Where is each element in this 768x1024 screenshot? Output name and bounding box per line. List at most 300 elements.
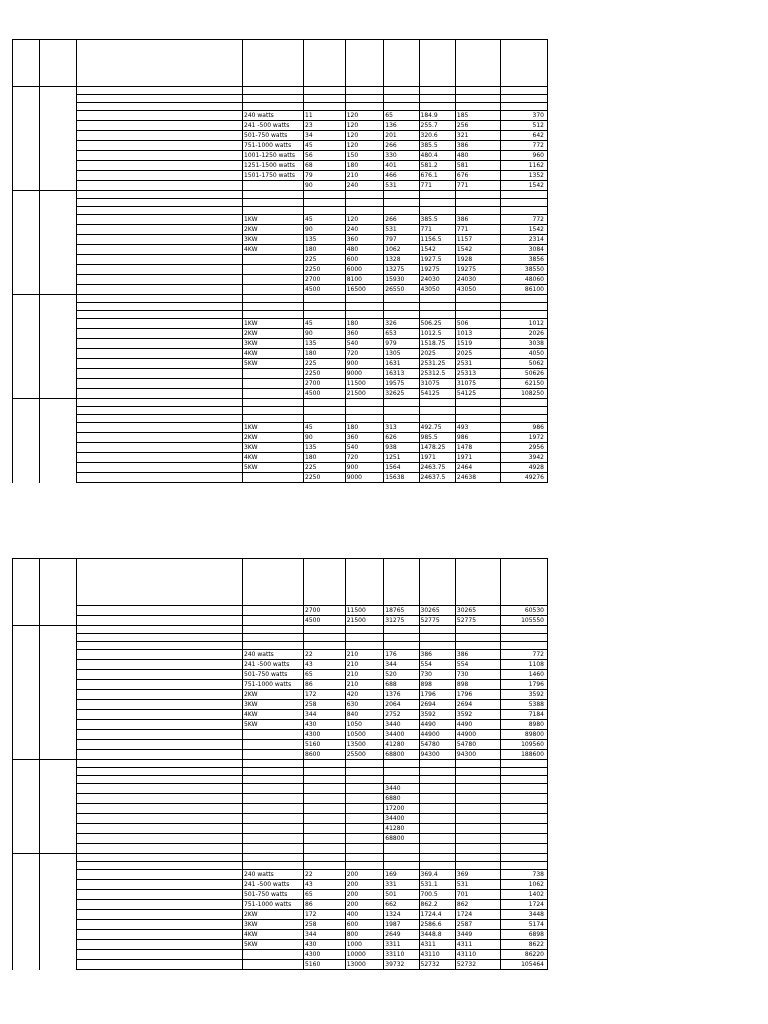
table-row [13,141,548,151]
cell [455,862,500,870]
cell [345,844,384,854]
value-cell: 266 [384,141,419,151]
value-cell: 385.5 [419,141,455,151]
cell [39,295,76,303]
value-cell: 2700 [304,606,346,616]
value-cell: 700.5 [419,890,455,900]
cell [304,40,346,87]
cell [39,131,76,141]
value-cell: 62150 [500,379,547,389]
value-cell: 86 [304,680,346,690]
cell [384,559,419,606]
cell [77,245,243,255]
value-cell: 25500 [345,750,384,760]
cell [345,854,384,862]
value-cell: 1013 [455,329,500,339]
value-cell: 600 [345,255,384,265]
cell [77,295,243,303]
cell [304,559,346,606]
value-cell: 2531 [455,359,500,369]
value-cell: 258 [304,920,346,930]
cell [304,199,346,207]
cell [455,634,500,642]
cell [13,215,40,225]
value-cell: 25312.5 [419,369,455,379]
cell [39,870,76,880]
value-cell: 65 [384,111,419,121]
cell [500,191,547,199]
value-cell: 200 [345,900,384,910]
value-cell: 105464 [500,960,547,970]
cell [13,784,40,794]
rating-cell: 1KW [243,319,304,329]
rating-cell: 751-1000 watts [243,680,304,690]
value-cell: 180 [304,349,346,359]
value-cell: 41280 [384,824,419,834]
separator-row [13,191,548,199]
cell [13,311,40,319]
value-cell: 1156.5 [419,235,455,245]
cell [77,768,243,776]
rating-cell [243,389,304,399]
cell [77,634,243,642]
cell [77,784,243,794]
cell [419,87,455,95]
value-cell: 512 [500,121,547,131]
cell [419,768,455,776]
cell [39,730,76,740]
cell [39,940,76,950]
cell [39,606,76,616]
cell [39,814,76,824]
value-cell: 386 [455,650,500,660]
cell [13,295,40,303]
cell [39,559,76,606]
value-cell: 10000 [345,950,384,960]
cell [13,690,40,700]
value-cell: 4311 [455,940,500,950]
cell [77,920,243,930]
cell [77,40,243,87]
value-cell: 43050 [455,285,500,295]
value-cell: 4050 [500,349,547,359]
cell [243,199,304,207]
separator-row [13,87,548,95]
value-cell: 169 [384,870,419,880]
rating-cell: 2KW [243,225,304,235]
cell [13,399,40,407]
cell [243,295,304,303]
cell [419,862,455,870]
cell [384,844,419,854]
cell [13,710,40,720]
separator-row [13,303,548,311]
cell [77,349,243,359]
rating-cell: 240 watts [243,870,304,880]
cell [13,559,40,606]
cell [419,760,455,768]
value-cell: 210 [345,650,384,660]
cell [243,634,304,642]
cell [500,295,547,303]
value-cell: 18765 [384,606,419,616]
value-cell: 1542 [500,181,547,191]
cell [77,285,243,295]
cell [13,950,40,960]
rating-cell: 2KW [243,690,304,700]
cell [39,634,76,642]
separator-row [13,95,548,103]
value-cell: 185 [455,111,500,121]
value-cell: 581.2 [419,161,455,171]
table-row [13,285,548,295]
cell [345,862,384,870]
value-cell: 45 [304,319,346,329]
cell [77,900,243,910]
cell [384,862,419,870]
value-cell: 172 [304,690,346,700]
rating-cell: 2KW [243,329,304,339]
table-row [13,121,548,131]
cell [500,303,547,311]
value-cell: 94300 [419,750,455,760]
table-row [13,700,548,710]
value-cell: 41280 [384,740,419,750]
cell [243,311,304,319]
value-cell: 2250 [304,369,346,379]
value-cell: 985.5 [419,433,455,443]
cell [77,151,243,161]
cell [39,920,76,930]
value-cell: 43110 [419,950,455,960]
cell [77,379,243,389]
value-cell: 430 [304,720,346,730]
cell [345,776,384,784]
value-cell: 4490 [455,720,500,730]
table-row [13,910,548,920]
cell [384,103,419,111]
cell [455,103,500,111]
value-cell: 730 [419,670,455,680]
value-cell: 49276 [500,473,547,483]
value-cell: 90 [304,181,346,191]
cell [419,642,455,650]
cell [39,768,76,776]
cell [345,191,384,199]
cell [13,359,40,369]
cell [304,295,346,303]
cell [77,730,243,740]
cell [345,634,384,642]
cell [500,834,547,844]
value-cell: 54125 [455,389,500,399]
separator-row [13,760,548,768]
cell [13,111,40,121]
value-cell: 21500 [345,616,384,626]
value-cell: 4500 [304,285,346,295]
cell [77,199,243,207]
cell [500,854,547,862]
value-cell: 3592 [455,710,500,720]
rating-cell: 240 watts [243,111,304,121]
cell [13,720,40,730]
value-cell: 43 [304,880,346,890]
cell [13,453,40,463]
value-cell: 180 [345,319,384,329]
value-cell: 1724.4 [419,910,455,920]
value-cell: 4300 [304,950,346,960]
value-cell: 1012.5 [419,329,455,339]
value-cell: 90 [304,329,346,339]
cell [345,834,384,844]
value-cell: 255.7 [419,121,455,131]
value-cell: 642 [500,131,547,141]
cell [345,768,384,776]
value-cell: 1108 [500,660,547,670]
cell [500,207,547,215]
rating-cell: 1501-1750 watts [243,171,304,181]
value-cell: 540 [345,443,384,453]
value-cell: 150 [345,151,384,161]
cell [39,642,76,650]
value-cell: 3084 [500,245,547,255]
table-row [13,235,548,245]
cell [39,423,76,433]
blank-row [13,311,548,319]
value-cell: 2026 [500,329,547,339]
cell [39,690,76,700]
value-cell: 9000 [345,369,384,379]
value-cell: 3038 [500,339,547,349]
cell [77,473,243,483]
cell [13,303,40,311]
value-cell: 313 [384,423,419,433]
rating-cell: 1251-1500 watts [243,161,304,171]
cell [304,207,346,215]
cell [345,415,384,423]
table-row [13,680,548,690]
cell [39,660,76,670]
value-cell: 26550 [384,285,419,295]
value-cell: 3592 [500,690,547,700]
value-cell: 1631 [384,359,419,369]
value-cell: 531.1 [419,880,455,890]
cell [39,235,76,245]
value-cell: 1162 [500,161,547,171]
value-cell: 94300 [455,750,500,760]
value-cell: 13000 [345,960,384,970]
value-cell: 135 [304,443,346,453]
cell [455,399,500,407]
value-cell: 5388 [500,700,547,710]
cell [304,844,346,854]
value-cell: 210 [345,670,384,680]
cell [455,207,500,215]
value-cell: 4490 [419,720,455,730]
cell [455,642,500,650]
value-cell: 2649 [384,930,419,940]
cell [39,87,76,95]
table-row [13,423,548,433]
cell [39,359,76,369]
value-cell: 540 [345,339,384,349]
cell [13,940,40,950]
table-row [13,215,548,225]
cell [419,794,455,804]
cell [77,255,243,265]
blank-row [13,844,548,854]
rating-cell: 501-750 watts [243,131,304,141]
cell [77,834,243,844]
cell [345,295,384,303]
cell [39,255,76,265]
cell [13,199,40,207]
rating-cell: 5KW [243,463,304,473]
cell [39,880,76,890]
cell [13,760,40,768]
cell [13,103,40,111]
rating-cell [243,255,304,265]
rating-cell: 241 -500 watts [243,121,304,131]
cell [384,642,419,650]
cell [345,804,384,814]
cell [243,854,304,862]
cell [39,389,76,399]
value-cell: 630 [345,700,384,710]
cell [39,680,76,690]
separator-row [13,199,548,207]
cell [39,199,76,207]
cell [39,379,76,389]
cell [243,862,304,870]
cell [419,844,455,854]
cell [13,740,40,750]
rating-cell [243,606,304,616]
cell [500,814,547,824]
rating-cell: 5KW [243,720,304,730]
value-cell: 24030 [419,275,455,285]
cell [243,407,304,415]
value-cell: 2464 [455,463,500,473]
cell [455,776,500,784]
cell [13,794,40,804]
value-cell: 2694 [455,700,500,710]
value-cell: 79 [304,171,346,181]
value-cell: 3440 [384,784,419,794]
cell [77,141,243,151]
cell [13,804,40,814]
cell [77,616,243,626]
value-cell: 330 [384,151,419,161]
blank-row [13,415,548,423]
table-row [13,804,548,814]
table-row [13,730,548,740]
cell [39,339,76,349]
value-cell: 979 [384,339,419,349]
cell [384,776,419,784]
cell [13,161,40,171]
value-cell: 5160 [304,960,346,970]
rating-cell: 4KW [243,245,304,255]
separator-row [13,399,548,407]
rating-cell: 240 watts [243,650,304,660]
cell [345,40,384,87]
value-cell: 256 [455,121,500,131]
cell [419,40,455,87]
value-cell: 31275 [384,616,419,626]
value-cell: 34400 [384,814,419,824]
value-cell: 1542 [419,245,455,255]
cell [500,784,547,794]
value-cell: 506.25 [419,319,455,329]
cell [13,339,40,349]
cell [243,784,304,794]
separator-row [13,768,548,776]
value-cell: 201 [384,131,419,141]
cell [39,910,76,920]
cell [13,87,40,95]
cell [77,940,243,950]
cell [39,824,76,834]
value-cell: 200 [345,880,384,890]
value-cell: 5160 [304,740,346,750]
value-cell: 1478.25 [419,443,455,453]
cell [243,824,304,834]
value-cell: 1324 [384,910,419,920]
cell [77,463,243,473]
rating-cell: 1001-1250 watts [243,151,304,161]
value-cell: 2250 [304,473,346,483]
cell [419,207,455,215]
cell [77,710,243,720]
value-cell: 400 [345,910,384,920]
value-cell: 986 [500,423,547,433]
value-cell: 48060 [500,275,547,285]
value-cell: 44900 [419,730,455,740]
value-cell: 900 [345,359,384,369]
value-cell: 676.1 [419,171,455,181]
cell [345,794,384,804]
value-cell: 898 [455,680,500,690]
cell [384,207,419,215]
table-row [13,794,548,804]
table-row [13,369,548,379]
cell [500,804,547,814]
rating-cell [243,379,304,389]
cell [345,399,384,407]
cell [384,415,419,423]
value-cell: 56 [304,151,346,161]
value-cell: 1519 [455,339,500,349]
cell [304,311,346,319]
header-row [13,40,548,87]
value-cell: 344 [304,710,346,720]
rating-cell: 2KW [243,910,304,920]
cell [77,690,243,700]
cell [384,854,419,862]
value-cell: 172 [304,910,346,920]
cell [39,760,76,768]
cell [77,399,243,407]
value-cell: 2064 [384,700,419,710]
cell [13,700,40,710]
value-cell: 108250 [500,389,547,399]
value-cell: 520 [384,670,419,680]
table-row [13,930,548,940]
rating-cell: 501-750 watts [243,670,304,680]
cell [39,285,76,295]
value-cell: 1460 [500,670,547,680]
